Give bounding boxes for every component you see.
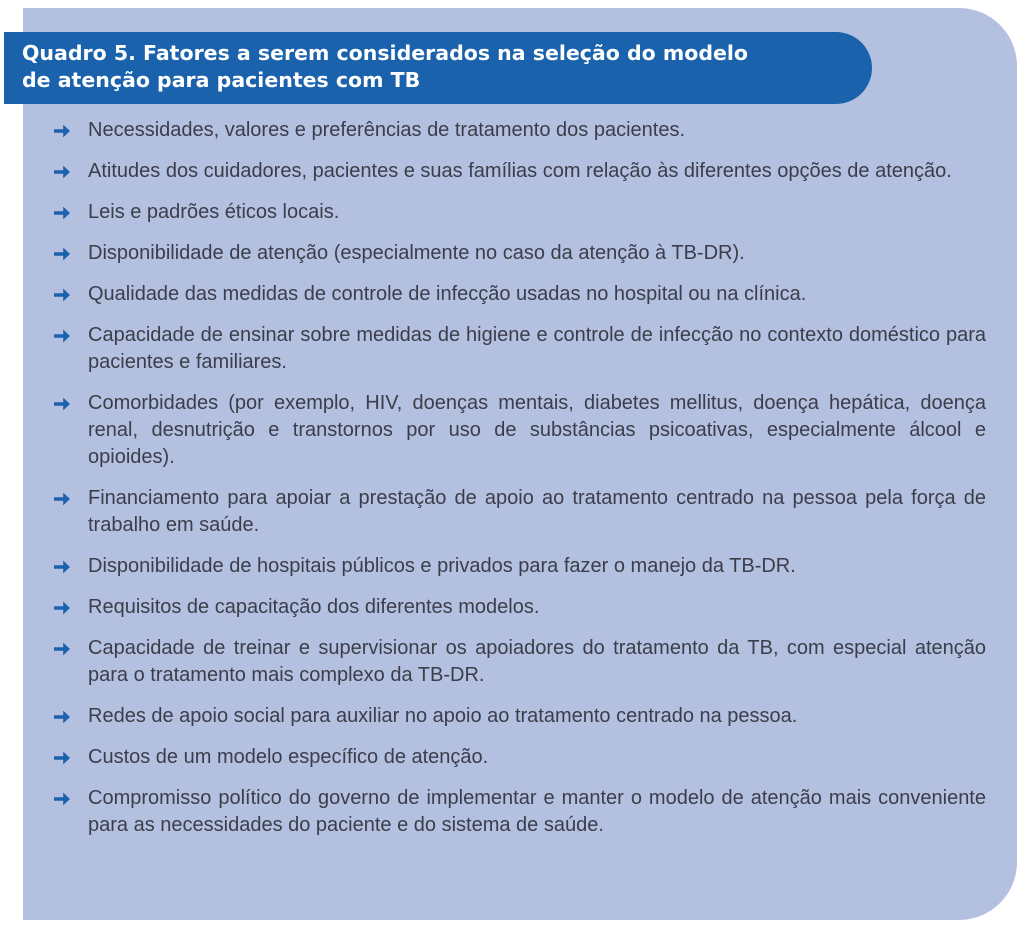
- list-item-text: Necessidades, valores e preferências de tratamento dos pacientes.: [88, 119, 686, 141]
- title-line-2: de atenção para pacientes com TB: [22, 68, 421, 92]
- list-item-text: Capacidade de treinar e supervisionar os apoiadores do tratamento da TB, com especial atenção para o tratamento mais complexo da TB-DR.: [88, 637, 986, 686]
- arrow-right-icon: [50, 744, 74, 771]
- list-item-text: Redes de apoio social para auxiliar no apoio ao tratamento centrado na pessoa.: [88, 705, 798, 727]
- arrow-right-icon: [50, 485, 74, 512]
- list-item-text: Qualidade das medidas de controle de infecção usadas no hospital ou na clínica.: [88, 283, 807, 305]
- list-item-text: Custos de um modelo específico de atenção.: [88, 746, 489, 768]
- factors-list: [50, 117, 986, 853]
- arrow-right-icon: [50, 158, 74, 185]
- list-item: [50, 635, 986, 689]
- title-banner: [4, 32, 872, 104]
- list-item: [50, 322, 986, 376]
- list-item: [50, 199, 986, 226]
- list-item-text: Disponibilidade de atenção (especialmente no caso da atenção à TB-DR).: [88, 242, 745, 264]
- arrow-right-icon: [50, 199, 74, 226]
- list-item: [50, 594, 986, 621]
- arrow-right-icon: [50, 390, 74, 417]
- list-item-text: Requisitos de capacitação dos diferentes modelos.: [88, 596, 540, 618]
- arrow-right-icon: [50, 594, 74, 621]
- arrow-right-icon: [50, 281, 74, 308]
- list-item-text: Atitudes dos cuidadores, pacientes e suas famílias com relação às diferentes opções de atenção.: [88, 160, 952, 182]
- arrow-right-icon: [50, 553, 74, 580]
- arrow-right-icon: [50, 635, 74, 662]
- list-item-text: Disponibilidade de hospitais públicos e privados para fazer o manejo da TB-DR.: [88, 555, 796, 577]
- list-item-text: Capacidade de ensinar sobre medidas de higiene e controle de infecção no contexto doméstico para pacientes e familiares.: [88, 324, 986, 373]
- list-item-text: Comorbidades (por exemplo, HIV, doenças mentais, diabetes mellitus, doença hepática, doença renal, desnutrição e transtornos por uso de substâncias psicoativas, especialmente álcool e opioides).: [88, 392, 986, 468]
- arrow-right-icon: [50, 703, 74, 730]
- list-item: [50, 485, 986, 539]
- list-item: [50, 744, 986, 771]
- list-item: [50, 390, 986, 471]
- list-item: [50, 785, 986, 839]
- list-item: [50, 281, 986, 308]
- list-item: [50, 158, 986, 185]
- list-item: [50, 553, 986, 580]
- list-item-text: Leis e padrões éticos locais.: [88, 201, 340, 223]
- list-item-text: Compromisso político do governo de implementar e manter o modelo de atenção mais conveniente para as necessidades do paciente e do sistema de saúde.: [88, 787, 986, 836]
- list-item: [50, 703, 986, 730]
- arrow-right-icon: [50, 785, 74, 812]
- title-line-1: Quadro 5. Fatores a serem considerados na seleção do modelo: [22, 41, 749, 65]
- list-item-text: Financiamento para apoiar a prestação de apoio ao tratamento centrado na pessoa pela força de trabalho em saúde.: [88, 487, 986, 536]
- arrow-right-icon: [50, 322, 74, 349]
- arrow-right-icon: [50, 117, 74, 144]
- arrow-right-icon: [50, 240, 74, 267]
- list-item: [50, 117, 986, 144]
- list-item: [50, 240, 986, 267]
